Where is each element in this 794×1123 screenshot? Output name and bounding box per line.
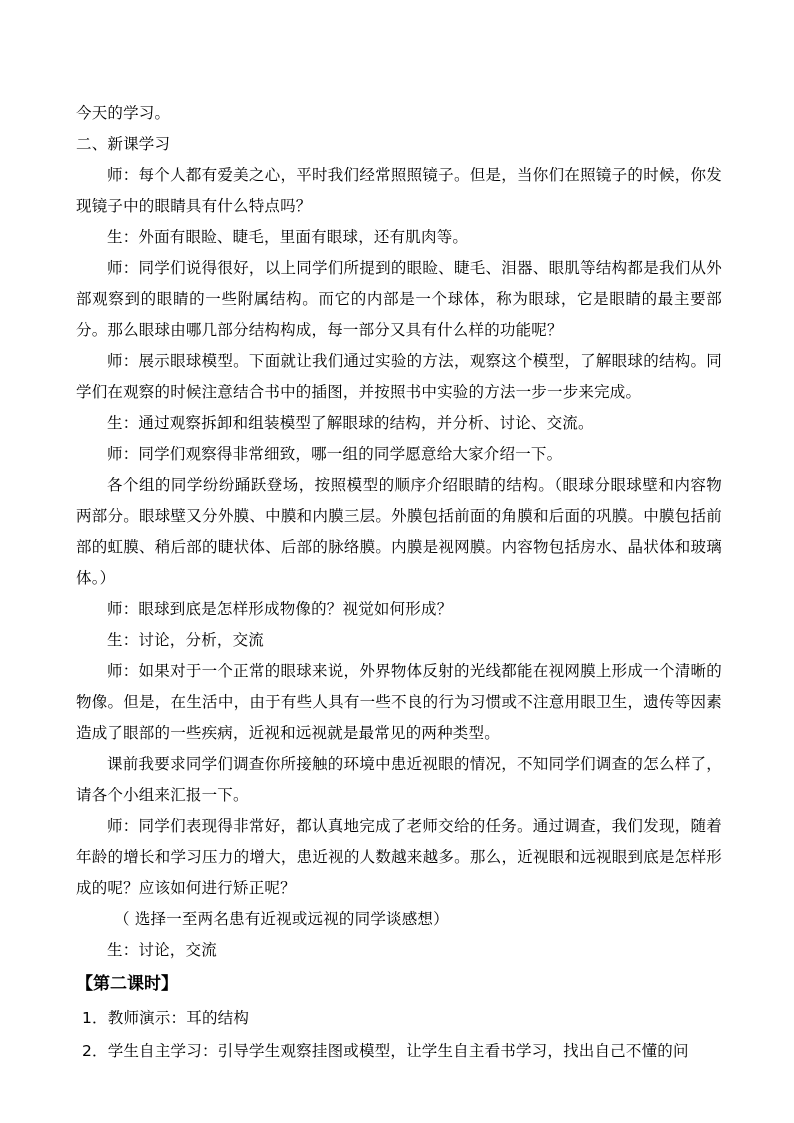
step-item-1: 1．教师演示：耳的结构 [82, 1009, 250, 1027]
section-heading-new-lesson: 二、新课学习 [76, 135, 171, 153]
paragraph-teacher-5: 师：眼球到底是怎样形成物像的？视觉如何形成？ [107, 600, 453, 618]
document-body [76, 98, 722, 1067]
paragraph-teacher-4: 师：同学们观察得非常细致，哪一组的同学愿意给大家介绍一下。 [107, 445, 563, 463]
paragraph-teacher-3: 师：展示眼球模型。下面就让我们通过实验的方法，观察这个模型，了解眼球的结构。同学们在观察的时候注意结合书中的插图，并按照书中实验的方法一步一步来完成。 [76, 352, 722, 401]
paragraph-teacher-1: 师：每个人都有爱美之心，平时我们经常照照镜子。但是，当你们在照镜子的时候，你发现镜子中的眼睛具有什么特点吗？ [76, 166, 722, 215]
paragraph-teacher-2: 师：同学们说得很好，以上同学们所提到的眼睑、睫毛、泪器、眼肌等结构都是我们从外部观察到的眼睛的一些附属结构。而它的内部是一个球体，称为眼球，它是眼睛的最主要部分。那么眼球由哪几部分结构构成，每一部分又具有什么样的功能呢？ [76, 259, 722, 339]
paragraph-student-2: 生：通过观察拆卸和组装模型了解眼球的结构，并分析、讨论、交流。 [107, 414, 594, 432]
paragraph-student-3: 生：讨论，分析，交流 [107, 631, 265, 649]
paragraph-intro-end: 今天的学习。 [76, 104, 171, 122]
paragraph-teacher-6: 师：如果对于一个正常的眼球来说，外界物体反射的光线都能在视网膜上形成一个清晰的物像。但是，在生活中，由于有些人具有一些不良的行为习惯或不注意用眼卫生，遗传等因素造成了眼部的一些疾病，近视和远视就是最常见的两种类型。 [76, 662, 722, 742]
paragraph-student-4: 生：讨论，交流 [107, 941, 217, 959]
paragraph-student-1: 生：外面有眼睑、睫毛，里面有眼球，还有肌肉等。 [107, 228, 469, 246]
paragraph-survey: 课前我要求同学们调查你所接触的环境中患近视眼的情况，不知同学们调查的怎么样了，请各个小组来汇报一下。 [76, 755, 722, 804]
paragraph-groups: 各个组的同学纷纷踊跃登场，按照模型的顺序介绍眼睛的结构。（眼球分眼球壁和内容物两部分。眼球壁又分外膜、中膜和内膜三层。外膜包括前面的角膜和后面的巩膜。中膜包括前部的虹膜、稍后部的睫状体、后部的脉络膜。内膜是视网膜。内容物包括房水、晶状体和玻璃体。） [76, 476, 722, 587]
paragraph-teacher-7: 师：同学们表现得非常好，都认真地完成了老师交给的任务。通过调查，我们发现，随着年龄的增长和学习压力的增大，患近视的人数越来越多。那么，近视眼和远视眼到底是怎样形成的呢？应该如何进行矫正呢？ [76, 817, 722, 897]
second-lesson-heading: 【第二课时】 [76, 974, 178, 994]
step-item-2: 2．学生自主学习：引导学生观察挂图或模型，让学生自主看书学习，找出自己不懂的问 [82, 1042, 689, 1060]
paragraph-selection: （ 选择一至两名患有近视或远视的同学谈感想） [114, 910, 449, 928]
